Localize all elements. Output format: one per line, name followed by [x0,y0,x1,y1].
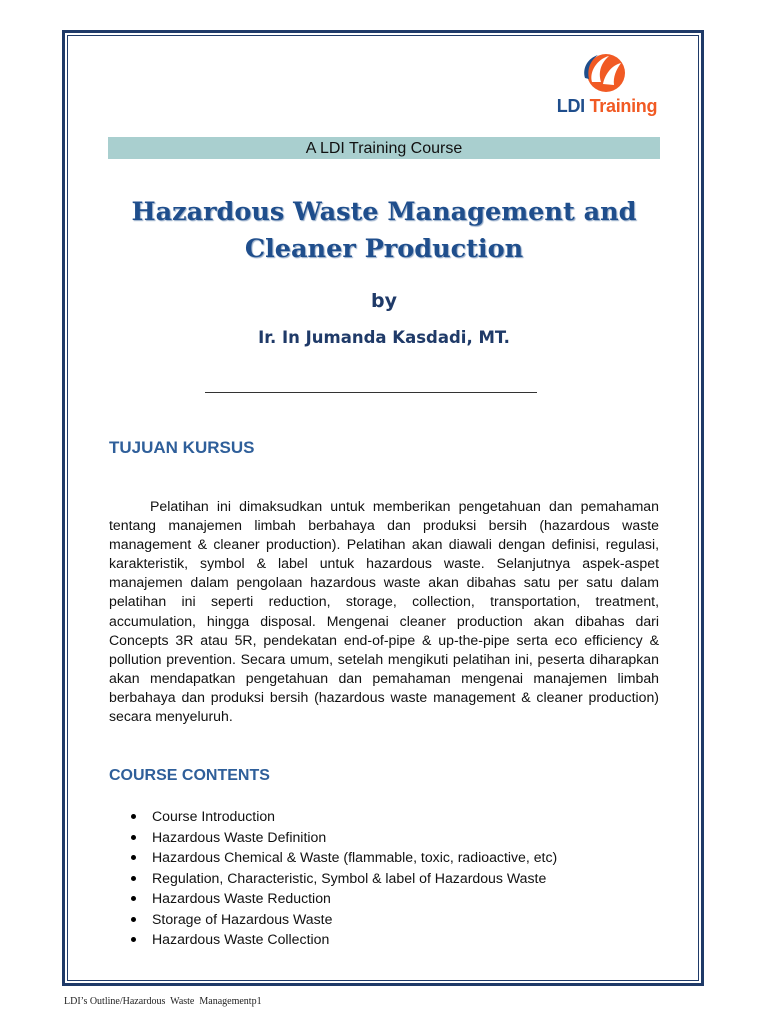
list-item: Hazardous Waste Reduction [109,888,557,909]
list-item: Hazardous Chemical & Waste (flammable, toxic, radioactive, etc) [109,847,557,868]
ldi-training-logo [552,52,662,122]
document-title [80,194,688,268]
list-item: Hazardous Waste Collection [109,929,557,950]
list-item: Course Introduction [109,806,557,827]
course-banner: A LDI Training Course [108,137,660,159]
course-contents-list [109,806,557,950]
title-line-2: Cleaner Production [244,234,524,264]
course-objective-paragraph: Pelatihan ini dimaksudkan untuk memberikan pengetahuan dan pemahaman tentang manajemen limbah berbahaya dan produksi bersih (hazardous waste management & cleaner production). Pelatihan akan diawali dengan definisi, regulasi, karakteristik, symbol & label untuk hazardous waste. Selanjutnya aspek-aspet manajemen dalam pengolaan hazardous waste akan dibahas satu per satu dalam pelatihan ini seperti reduction, storage, collection, transportation, treatment, accumulation, hingga disposal. Mengenai cleaner production akan dibahas dari Concepts 3R atau 5R, pendekatan end-of-pipe & up-the-pipe serta eco efficiency & pollution prevention. Secara umum, setelah mengikuti pelatihan ini, peserta diharapkan akan mendapatkan pengetahuan dan pemahaman mengenai manajemen limbah berbahaya dan produksi bersih (hazardous waste management & cleaner production) secara menyeluruh. [109,498,659,725]
logo-ldi-text: LDI [556,96,585,116]
by-label: by [371,290,397,312]
title-divider [205,392,537,393]
list-item: Hazardous Waste Definition [109,827,557,848]
section-heading-course-contents: COURSE CONTENTS [109,767,270,784]
list-item: Storage of Hazardous Waste [109,909,557,930]
ldi-swoosh-logo-icon [579,52,633,94]
logo-wordmark [552,96,662,117]
page-footer: LDI’s Outline/Hazardous Waste Managementp1 [64,996,262,1007]
section-heading-tujuan-kursus: TUJUAN KURSUS [109,438,255,457]
logo-training-text: Training [589,96,658,116]
author-name: Ir. In Jumanda Kasdadi, MT. [258,328,510,347]
list-item: Regulation, Characteristic, Symbol & label of Hazardous Waste [109,868,557,889]
title-line-1: Hazardous Waste Management and [131,197,637,227]
